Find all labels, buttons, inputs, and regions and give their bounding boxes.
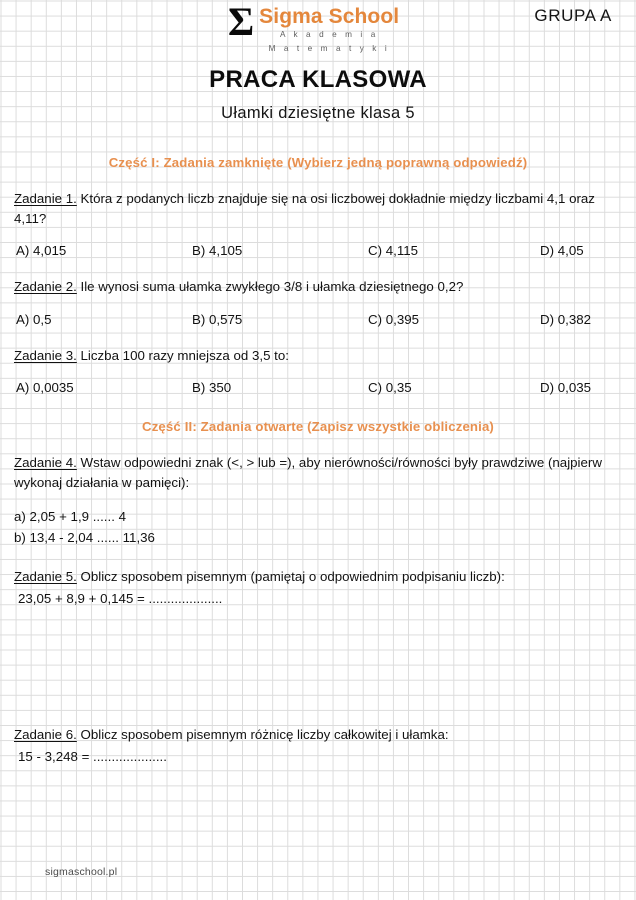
task-2-option-b[interactable]: B) 0,575	[192, 311, 243, 327]
task-5-statement	[14, 567, 622, 587]
task-3-label: Zadanie 3.	[14, 347, 77, 363]
task-1-label: Zadanie 1.	[14, 191, 77, 206]
task-3-statement	[14, 346, 622, 366]
task-3-option-b[interactable]: B) 350	[192, 379, 232, 395]
task-6	[14, 725, 622, 768]
task-5-equation[interactable]: 23,05 + 8,9 + 0,145 = ....................	[18, 591, 223, 607]
task-6-statement	[14, 725, 622, 745]
task-1	[14, 189, 622, 258]
task-1-statement	[14, 189, 622, 229]
task-3	[14, 346, 622, 395]
section-heading-part-1: Część I: Zadania zamknięte (Wybierz jedną poprawną odpowiedź)	[108, 155, 528, 170]
task-6-question: Oblicz sposobem pisemnym różnicę liczby całkowitej i ułamka:	[76, 727, 449, 743]
task-1-option-d[interactable]: D) 4,05	[540, 243, 584, 259]
task-3-option-d[interactable]: D) 0,035	[540, 379, 591, 395]
logo-brand-name: Sigma School	[259, 5, 400, 28]
task-4-label: Zadanie 4.	[14, 454, 77, 470]
task-3-option-a[interactable]: A) 0,0035	[16, 379, 74, 395]
task-4	[14, 453, 622, 548]
section-heading-part-2: Część II: Zadania otwarte (Zapisz wszystkie obliczenia)	[142, 418, 494, 434]
task-1-option-c[interactable]: C) 4,115	[368, 243, 419, 259]
task-5-label: Zadanie 5.	[14, 569, 77, 585]
task-3-options	[14, 380, 622, 395]
task-5	[14, 567, 622, 610]
logo-subtitle-line-2: M a t e m a t y k i	[268, 43, 390, 53]
task-5-question: Oblicz sposobem pisemnym (pamiętaj o odpowiednim podpisaniu liczb):	[76, 569, 505, 585]
task-2-option-c[interactable]: C) 0,395	[368, 311, 419, 327]
task-2-options	[14, 312, 622, 327]
page-title: PRACA KLASOWA	[209, 66, 427, 93]
task-3-question: Liczba 100 razy mniejsza od 3,5 to:	[76, 347, 289, 363]
task-2-label: Zadanie 2.	[14, 279, 77, 295]
task-6-label: Zadanie 6.	[14, 727, 77, 743]
task-4-item-a[interactable]: a) 2,05 + 1,9 ...... 4	[14, 509, 126, 525]
task-4-subitems	[14, 506, 622, 548]
task-6-equation[interactable]: 15 - 3,248 = ....................	[18, 749, 167, 765]
page-subtitle: Ułamki dziesiętne klasa 5	[221, 104, 415, 122]
task-1-options	[14, 243, 622, 258]
task-4-question: Wstaw odpowiedni znak (<, > lub =), aby nierówności/równości były prawdziwe (najpierw wykonaj działania w pamięci):	[14, 454, 602, 491]
sigma-school-logo	[228, 0, 400, 55]
page-header	[14, 0, 622, 58]
task-5-answer-workspace[interactable]	[14, 610, 622, 706]
task-1-option-b[interactable]: B) 4,105	[192, 243, 243, 259]
footer-website: sigmaschool.pl	[45, 866, 118, 878]
task-4-statement	[14, 453, 622, 493]
task-2-statement	[14, 277, 622, 297]
task-3-option-c[interactable]: C) 0,35	[368, 379, 412, 395]
group-label: GRUPA A	[534, 6, 612, 25]
task-1-option-a[interactable]: A) 4,015	[16, 243, 67, 259]
task-2	[14, 277, 622, 326]
logo-subtitle-line-1: A k a d e m i a	[279, 30, 379, 39]
task-2-option-d[interactable]: D) 0,382	[540, 311, 591, 327]
task-1-question: Która z podanych liczb znajduje się na osi liczbowej dokładnie między liczbami 4,1 oraz 4,11?	[14, 191, 595, 227]
task-2-question: Ile wynosi suma ułamka zwykłego 3/8 i ułamka dziesiętnego 0,2?	[76, 279, 464, 295]
sigma-icon: Σ	[228, 0, 255, 44]
task-2-option-a[interactable]: A) 0,5	[16, 311, 52, 327]
logo-text-block	[259, 4, 399, 55]
task-4-item-b[interactable]: b) 13,4 - 2,04 ...... 11,36	[14, 530, 155, 546]
